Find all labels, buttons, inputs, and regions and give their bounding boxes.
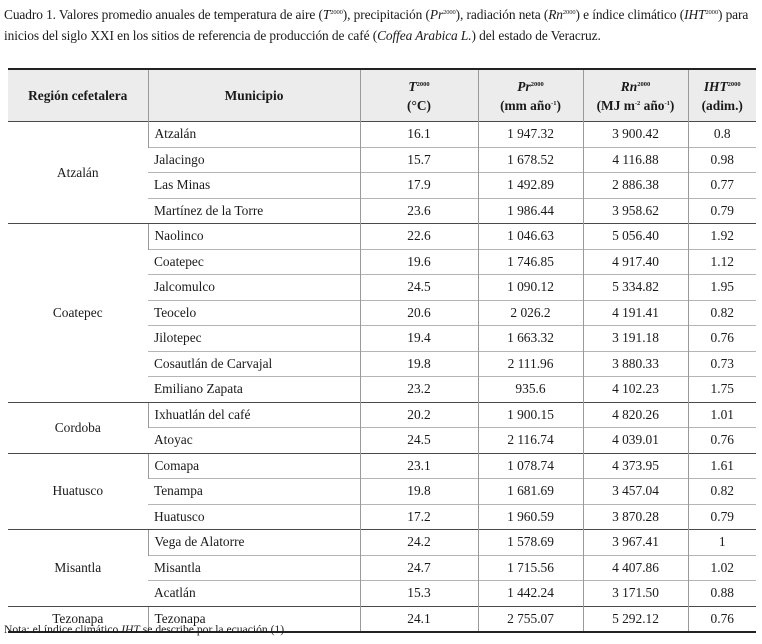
precipitation-cell: 1 681.69	[478, 479, 583, 505]
table-body	[8, 122, 756, 633]
iht-cell: 1.95	[688, 275, 756, 301]
iht-cell: 0.76	[688, 606, 756, 632]
iht-cell: 0.79	[688, 504, 756, 530]
table-header	[8, 69, 756, 122]
municipio-cell: Comapa	[148, 453, 360, 479]
temperature-cell: 19.8	[360, 351, 478, 377]
table-row	[8, 402, 756, 428]
temperature-cell: 19.4	[360, 326, 478, 352]
temperature-cell: 24.7	[360, 555, 478, 581]
precipitation-cell: 1 442.24	[478, 581, 583, 607]
table-note: Nota: el índice climático IHT se describe por la ecuación (1).	[4, 623, 287, 636]
climate-table	[8, 68, 756, 633]
temperature-cell: 23.2	[360, 377, 478, 403]
region-cell: Atzalán	[8, 122, 148, 224]
iht-cell: 1.75	[688, 377, 756, 403]
iht-cell: 0.88	[688, 581, 756, 607]
iht-cell: 0.8	[688, 122, 756, 148]
municipio-cell: Tenampa	[148, 479, 360, 505]
iht-cell: 1.02	[688, 555, 756, 581]
temperature-cell: 22.6	[360, 224, 478, 250]
iht-cell: 0.73	[688, 351, 756, 377]
municipio-cell: Coatepec	[148, 249, 360, 275]
iht-cell: 0.82	[688, 300, 756, 326]
precipitation-cell: 1 078.74	[478, 453, 583, 479]
precipitation-cell: 1 715.56	[478, 555, 583, 581]
header-region: Región cefetalera	[8, 69, 148, 122]
header-precipitation: $Pr^{2000}$ (mm año$^{-1}$)	[478, 69, 583, 122]
temperature-cell: 17.9	[360, 173, 478, 199]
municipio-cell: Misantla	[148, 555, 360, 581]
municipio-cell: Naolinco	[148, 224, 360, 250]
radiation-cell: 4 917.40	[583, 249, 688, 275]
precipitation-cell: 1 663.32	[478, 326, 583, 352]
temperature-cell: 17.2	[360, 504, 478, 530]
precipitation-cell: 1 492.89	[478, 173, 583, 199]
precipitation-cell: 1 678.52	[478, 147, 583, 173]
temperature-cell: 19.8	[360, 479, 478, 505]
radiation-cell: 5 334.82	[583, 275, 688, 301]
iht-cell: 0.77	[688, 173, 756, 199]
radiation-cell: 3 457.04	[583, 479, 688, 505]
header-municipio: Municipio	[148, 69, 360, 122]
precipitation-cell: 2 755.07	[478, 606, 583, 632]
region-cell: Misantla	[8, 530, 148, 607]
radiation-cell: 4 191.41	[583, 300, 688, 326]
radiation-cell: 4 116.88	[583, 147, 688, 173]
precipitation-cell: 1 746.85	[478, 249, 583, 275]
radiation-cell: 3 191.18	[583, 326, 688, 352]
temperature-cell: 16.1	[360, 122, 478, 148]
region-cell: Huatusco	[8, 453, 148, 530]
table-row	[8, 224, 756, 250]
iht-cell: 1	[688, 530, 756, 556]
precipitation-cell: 2 026.2	[478, 300, 583, 326]
municipio-cell: Huatusco	[148, 504, 360, 530]
temperature-cell: 23.1	[360, 453, 478, 479]
radiation-cell: 3 958.62	[583, 198, 688, 224]
table-row	[8, 122, 756, 148]
temperature-cell: 23.6	[360, 198, 478, 224]
precipitation-cell: 1 900.15	[478, 402, 583, 428]
temperature-cell: 24.5	[360, 428, 478, 454]
iht-cell: 1.01	[688, 402, 756, 428]
municipio-cell: Tezonapa	[148, 606, 360, 632]
radiation-cell: 2 886.38	[583, 173, 688, 199]
radiation-cell: 3 880.33	[583, 351, 688, 377]
radiation-cell: 3 171.50	[583, 581, 688, 607]
municipio-cell: Cosautlán de Carvajal	[148, 351, 360, 377]
region-cell: Tezonapa	[8, 606, 148, 632]
municipio-cell: Martínez de la Torre	[148, 198, 360, 224]
precipitation-cell: 1 090.12	[478, 275, 583, 301]
municipio-cell: Atzalán	[148, 122, 360, 148]
iht-cell: 1.61	[688, 453, 756, 479]
iht-cell: 0.82	[688, 479, 756, 505]
municipio-cell: Jalcomulco	[148, 275, 360, 301]
radiation-cell: 4 039.01	[583, 428, 688, 454]
radiation-cell: 3 870.28	[583, 504, 688, 530]
municipio-cell: Teocelo	[148, 300, 360, 326]
municipio-cell: Emiliano Zapata	[148, 377, 360, 403]
precipitation-cell: 1 986.44	[478, 198, 583, 224]
precipitation-cell: 1 947.32	[478, 122, 583, 148]
temperature-cell: 20.2	[360, 402, 478, 428]
iht-cell: 1.12	[688, 249, 756, 275]
municipio-cell: Atoyac	[148, 428, 360, 454]
iht-cell: 0.76	[688, 428, 756, 454]
municipio-cell: Ixhuatlán del café	[148, 402, 360, 428]
precipitation-cell: 935.6	[478, 377, 583, 403]
municipio-cell: Jilotepec	[148, 326, 360, 352]
region-cell: Cordoba	[8, 402, 148, 453]
municipio-cell: Vega de Alatorre	[148, 530, 360, 556]
table-caption: Cuadro 1. Valores promedio anuales de temperatura de aire $(T^{2000})$, precipitación $(Pr^{2000})$, radiación neta $(Rn^{2000})$ e índice climático $(IHT^{2000})$ para inicios del siglo XXI en los sitios de referencia de producción de café (Coffea Arabica L.) del estado de Veracruz.	[4, 7, 749, 43]
radiation-cell: 5 292.12	[583, 606, 688, 632]
table-row	[8, 530, 756, 556]
iht-cell: 0.98	[688, 147, 756, 173]
header-temperature: $T^{2000}$ (°C)	[360, 69, 478, 122]
temperature-cell: 24.1	[360, 606, 478, 632]
temperature-cell: 15.3	[360, 581, 478, 607]
precipitation-cell: 1 960.59	[478, 504, 583, 530]
temperature-cell: 24.5	[360, 275, 478, 301]
region-cell: Coatepec	[8, 224, 148, 403]
iht-cell: 0.76	[688, 326, 756, 352]
precipitation-cell: 2 116.74	[478, 428, 583, 454]
radiation-cell: 4 407.86	[583, 555, 688, 581]
municipio-cell: Jalacingo	[148, 147, 360, 173]
radiation-cell: 3 900.42	[583, 122, 688, 148]
municipio-cell: Acatlán	[148, 581, 360, 607]
header-radiation: $Rn^{2000}$ (MJ $m^{-2}$ año$^{-1}$)	[583, 69, 688, 122]
radiation-cell: 3 967.41	[583, 530, 688, 556]
precipitation-cell: 1 578.69	[478, 530, 583, 556]
precipitation-cell: 2 111.96	[478, 351, 583, 377]
radiation-cell: 5 056.40	[583, 224, 688, 250]
temperature-cell: 20.6	[360, 300, 478, 326]
header-iht: $IHT^{2000}$ (adim.)	[688, 69, 756, 122]
iht-cell: 1.92	[688, 224, 756, 250]
municipio-cell: Las Minas	[148, 173, 360, 199]
temperature-cell: 19.6	[360, 249, 478, 275]
radiation-cell: 4 820.26	[583, 402, 688, 428]
temperature-cell: 24.2	[360, 530, 478, 556]
radiation-cell: 4 373.95	[583, 453, 688, 479]
radiation-cell: 4 102.23	[583, 377, 688, 403]
table-row	[8, 453, 756, 479]
precipitation-cell: 1 046.63	[478, 224, 583, 250]
temperature-cell: 15.7	[360, 147, 478, 173]
iht-cell: 0.79	[688, 198, 756, 224]
